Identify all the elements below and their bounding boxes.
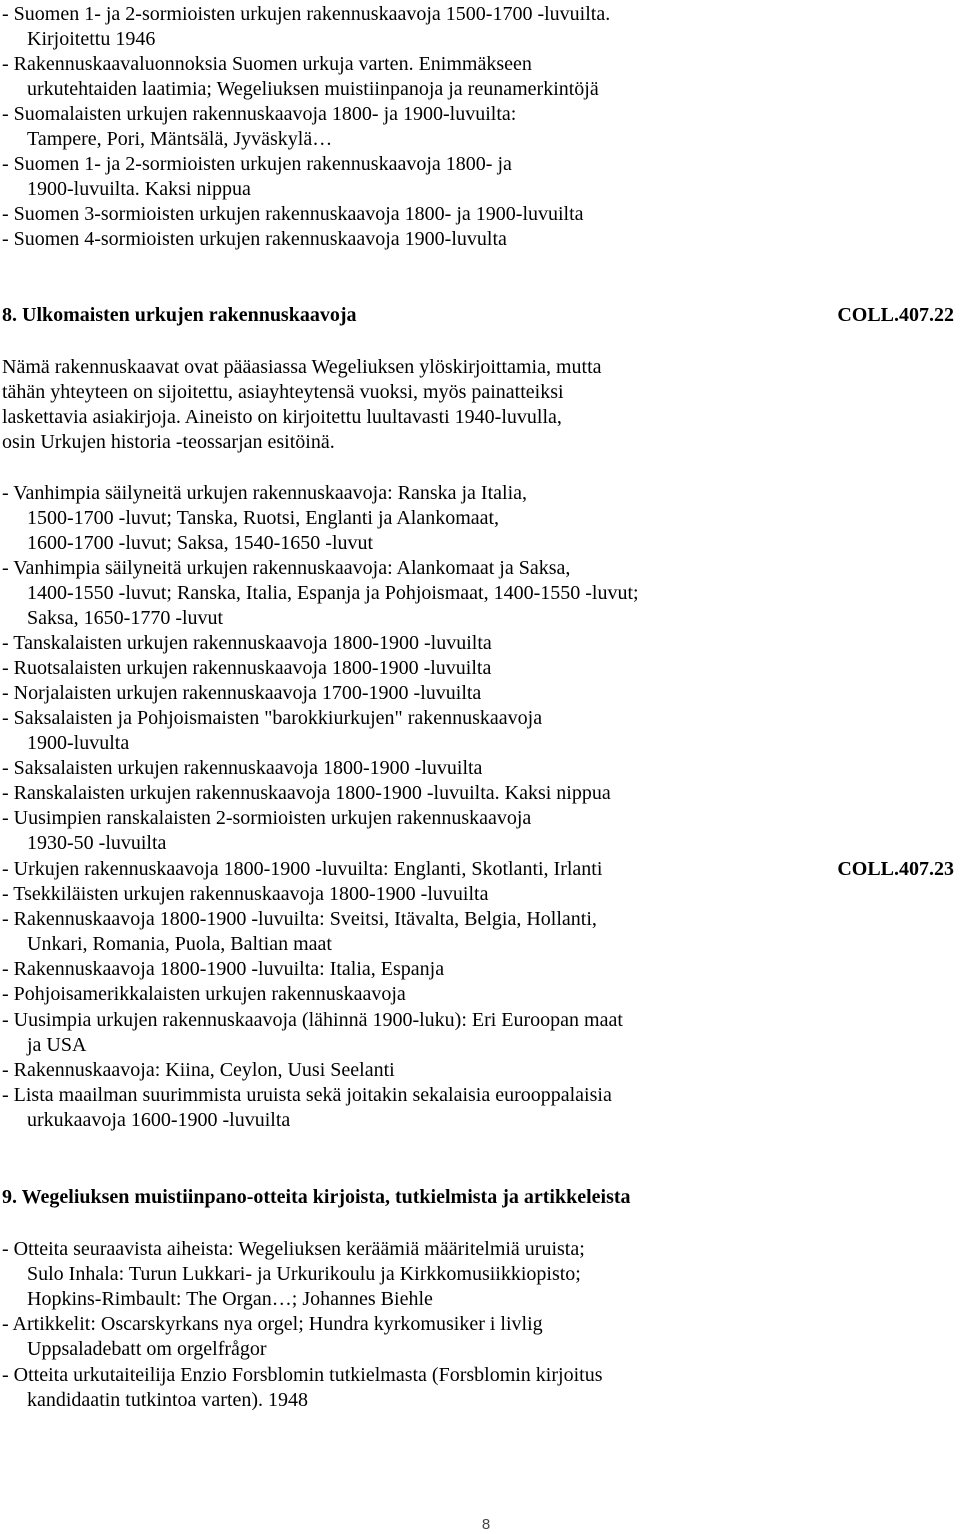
- list-item-continuation: 1900-luvuilta. Kaksi nippua: [27, 178, 251, 200]
- list-item-continuation: urkutehtaiden laatimia; Wegeliuksen muistiinpanoja ja reunamerkintöjä: [27, 78, 599, 100]
- list-item-continuation: urkukaavoja 1600-1900 -luvuilta: [27, 1109, 291, 1131]
- list-item: - Tanskalaisten urkujen rakennuskaavoja 1800-1900 -luvuilta: [2, 632, 492, 654]
- list-item: - Rakennuskaavoja 1800-1900 -luvuilta: Italia, Espanja: [2, 958, 445, 980]
- intro-paragraph-line: osin Urkujen historia -teossarjan esitöinä.: [2, 431, 335, 453]
- list-item: - Otteita seuraavista aiheista: Wegeliuksen keräämiä määritelmiä uruista;: [2, 1238, 585, 1260]
- list-item: - Suomalaisten urkujen rakennuskaavoja 1800- ja 1900-luvuilta:: [2, 103, 517, 125]
- list-item-continuation: ja USA: [27, 1034, 87, 1056]
- list-item: - Norjalaisten urkujen rakennuskaavoja 1700-1900 -luvuilta: [2, 682, 482, 704]
- list-item-continuation: 1500-1700 -luvut; Tanska, Ruotsi, Englanti ja Alankomaat,: [27, 507, 500, 529]
- list-item: - Vanhimpia säilyneitä urkujen rakennuskaavoja: Alankomaat ja Saksa,: [2, 557, 571, 579]
- list-item: - Suomen 1- ja 2-sormioisten urkujen rakennuskaavoja 1800- ja: [2, 153, 512, 175]
- list-item: - Uusimpia urkujen rakennuskaavoja (lähinnä 1900-luku): Eri Euroopan maat: [2, 1009, 623, 1031]
- list-item: - Suomen 3-sormioisten urkujen rakennuskaavoja 1800- ja 1900-luvuilta: [2, 203, 584, 225]
- list-item: - Ruotsalaisten urkujen rakennuskaavoja 1800-1900 -luvuilta: [2, 657, 492, 679]
- page-number: 8: [481, 1516, 491, 1533]
- list-item: - Rakennuskaavaluonnoksia Suomen urkuja varten. Enimmäkseen: [2, 53, 532, 75]
- intro-paragraph-line: laskettavia asiakirjoja. Aineisto on kirjoitettu luultavasti 1940-luvulla,: [2, 406, 562, 428]
- list-item-continuation: Uppsaladebatt om orgelfrågor: [27, 1338, 267, 1360]
- section-heading: 8. Ulkomaisten urkujen rakennuskaavoja: [2, 304, 357, 326]
- list-item-continuation: Kirjoitettu 1946: [27, 28, 156, 50]
- intro-paragraph-line: tähän yhteyteen on sijoitettu, asiayhteytensä vuoksi, myös painatteiksi: [2, 381, 564, 403]
- list-item: - Ranskalaisten urkujen rakennuskaavoja 1800-1900 -luvuilta. Kaksi nippua: [2, 782, 611, 804]
- collection-code: COLL.407.22: [837, 304, 954, 326]
- list-item-continuation: 1400-1550 -luvut; Ranska, Italia, Espanja ja Pohjoismaat, 1400-1550 -luvut;: [27, 582, 639, 604]
- list-item-continuation: 1900-luvulta: [27, 732, 130, 754]
- list-item-continuation: Unkari, Romania, Puola, Baltian maat: [27, 933, 332, 955]
- list-item: - Rakennuskaavoja 1800-1900 -luvuilta: Sveitsi, Itävalta, Belgia, Hollanti,: [2, 908, 597, 930]
- list-item-continuation: Sulo Inhala: Turun Lukkari- ja Urkurikoulu ja Kirkkomusiikkiopisto;: [27, 1263, 581, 1285]
- list-item-continuation: 1930-50 -luvuilta: [27, 832, 167, 854]
- list-item-continuation: 1600-1700 -luvut; Saksa, 1540-1650 -luvut: [27, 532, 374, 554]
- list-item: - Saksalaisten urkujen rakennuskaavoja 1800-1900 -luvuilta: [2, 757, 483, 779]
- list-item: - Otteita urkutaiteilija Enzio Forsblomin tutkielmasta (Forsblomin kirjoitus: [2, 1364, 603, 1386]
- intro-paragraph-line: Nämä rakennuskaavat ovat pääasiassa Wegeliuksen ylöskirjoittamia, mutta: [2, 356, 602, 378]
- list-item: - Urkujen rakennuskaavoja 1800-1900 -luvuilta: Englanti, Skotlanti, Irlanti: [2, 858, 603, 880]
- list-item: - Suomen 1- ja 2-sormioisten urkujen rakennuskaavoja 1500-1700 -luvuilta.: [2, 3, 611, 25]
- list-item: - Uusimpien ranskalaisten 2-sormioisten urkujen rakennuskaavoja: [2, 807, 532, 829]
- list-item-continuation: Saksa, 1650-1770 -luvut: [27, 607, 224, 629]
- list-item: - Suomen 4-sormioisten urkujen rakennuskaavoja 1900-luvulta: [2, 228, 507, 250]
- list-item: - Rakennuskaavoja: Kiina, Ceylon, Uusi Seelanti: [2, 1059, 395, 1081]
- list-item-continuation: Tampere, Pori, Mäntsälä, Jyväskylä…: [27, 128, 333, 150]
- collection-code: COLL.407.23: [837, 858, 954, 880]
- list-item: - Vanhimpia säilyneitä urkujen rakennuskaavoja: Ranska ja Italia,: [2, 482, 528, 504]
- section-heading: 9. Wegeliuksen muistiinpano-otteita kirjoista, tutkielmista ja artikkeleista: [2, 1186, 631, 1208]
- list-item: - Pohjoisamerikkalaisten urkujen rakennuskaavoja: [2, 983, 406, 1005]
- list-item: - Lista maailman suurimmista uruista sekä joitakin sekalaisia eurooppalaisia: [2, 1084, 612, 1106]
- list-item: - Artikkelit: Oscarskyrkans nya orgel; Hundra kyrkomusiker i livlig: [2, 1313, 543, 1335]
- list-item: - Tsekkiläisten urkujen rakennuskaavoja 1800-1900 -luvuilta: [2, 883, 489, 905]
- list-item-continuation: kandidaatin tutkintoa varten). 1948: [27, 1389, 309, 1411]
- list-item: - Saksalaisten ja Pohjoismaisten "barokkiurkujen" rakennuskaavoja: [2, 707, 543, 729]
- list-item-continuation: Hopkins-Rimbault: The Organ…; Johannes Biehle: [27, 1288, 433, 1310]
